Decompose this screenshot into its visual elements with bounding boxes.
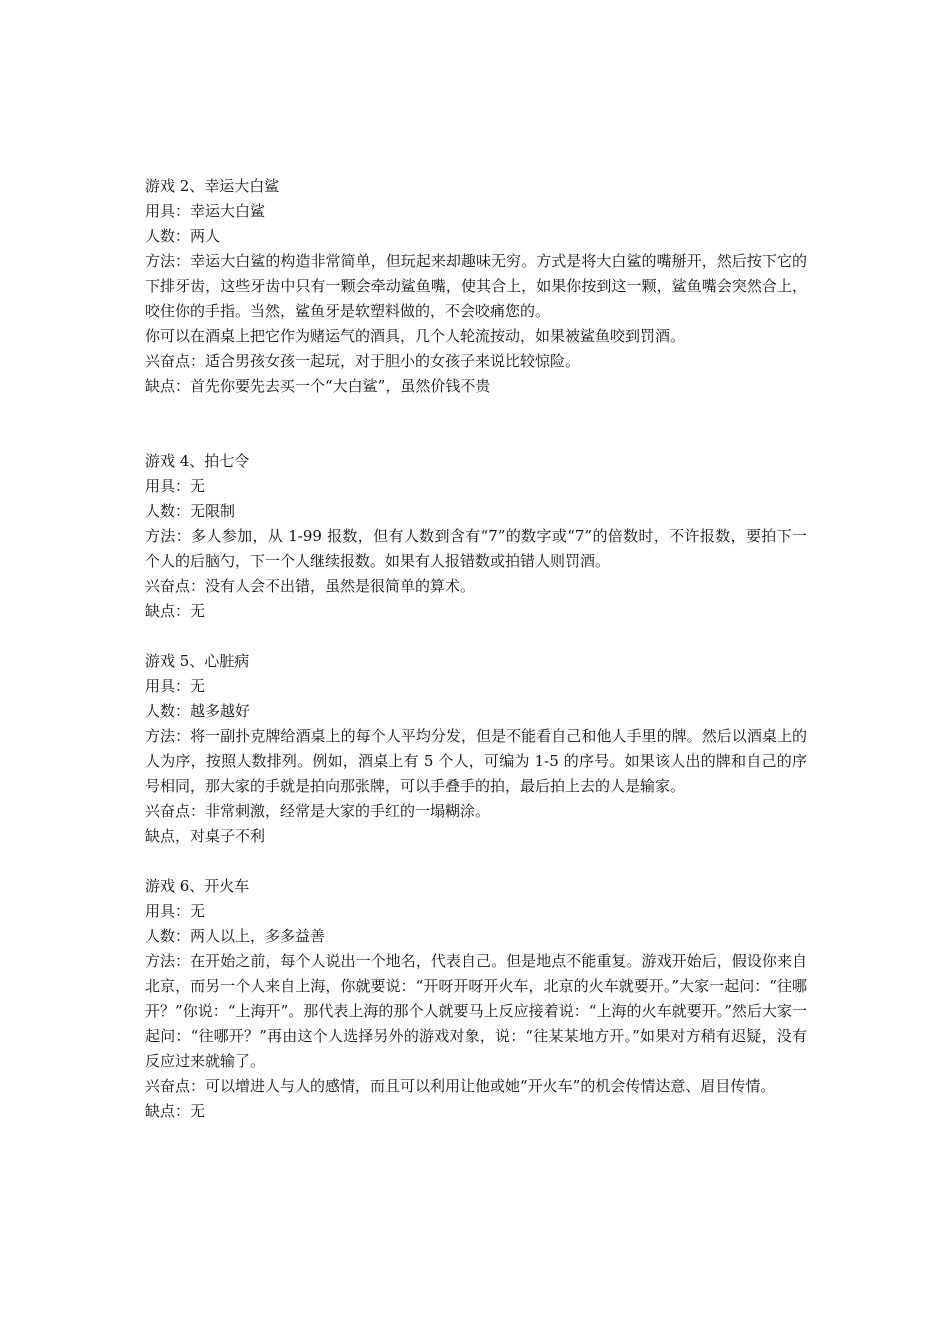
game-method: 方法：幸运大白鲨的构造非常简单，但玩起来却趣味无穷。方式是将大白鲨的嘴掰开，然后按下它的下排牙齿，这些牙齿中只有一颗会牵动鲨鱼嘴，使其合上，如果你按到这一颗，鲨鱼嘴会突然合上，咬住你的手指。当然，鲨鱼牙是软塑料做的，不会咬痛您的。	[145, 252, 807, 320]
game-excitement: 兴奋点：适合男孩女孩一起玩，对于胆小的女孩子来说比较惊险。	[145, 352, 581, 370]
game-extra: 你可以在酒桌上把它作为赌运气的酒具，几个人轮流按动，如果被鲨鱼咬到罚酒。	[145, 327, 686, 345]
game-method: 方法：将一副扑克牌给酒桌上的每个人平均分发，但是不能看自己和他人手里的牌。然后以酒桌上的人为序，按照人数排列。例如，酒桌上有 5 个人，可编为 1-5 的序号。如果该人出的牌和自己的序号相同，那大家的手就是拍向那张牌，可以手叠手的拍，最后拍上去的人是输家。	[145, 727, 807, 795]
game-section-6	[145, 874, 807, 1124]
game-excitement: 兴奋点：可以增进人与人的感情，而且可以利用让他或她“开火车”的机会传情达意、眉目传情。	[145, 1077, 776, 1095]
section-spacer	[145, 849, 807, 874]
game-title: 游戏 4、拍七令	[145, 452, 250, 470]
game-people: 人数：无限制	[145, 502, 236, 520]
game-excitement: 兴奋点：非常刺激，经常是大家的手红的一塌糊涂。	[145, 802, 491, 820]
section-spacer	[145, 624, 807, 649]
game-tools: 用具：无	[145, 477, 206, 495]
game-section-2	[145, 174, 807, 399]
section-spacer	[145, 399, 807, 449]
game-people: 人数：越多越好	[145, 702, 251, 720]
game-title: 游戏 6、开火车	[145, 877, 250, 895]
game-tools: 用具：幸运大白鲨	[145, 202, 266, 220]
game-title: 游戏 2、幸运大白鲨	[145, 177, 280, 195]
game-method: 方法：在开始之前，每个人说出一个地名，代表自己。但是地点不能重复。游戏开始后，假设你来自北京，而另一个人来自上海，你就要说：“开呀开呀开火车，北京的火车就要开。”大家一起问：“往哪开？”你说：“上海开”。那代表上海的那个人就要马上反应接着说：“上海的火车就要开。”然后大家一起问：“往哪开？”再由这个人选择另外的游戏对象，说：“往某某地方开。”如果对方稍有迟疑，没有反应过来就输了。	[145, 952, 807, 1070]
game-excitement: 兴奋点：没有人会不出错，虽然是很简单的算术。	[145, 577, 476, 595]
game-drawback: 缺点：无	[145, 602, 206, 620]
game-drawback: 缺点：首先你要先去买一个“大白鲨”，虽然价钱不贵	[145, 377, 491, 395]
game-tools: 用具：无	[145, 677, 206, 695]
game-drawback: 缺点，对桌子不利	[145, 827, 266, 845]
game-tools: 用具：无	[145, 902, 206, 920]
game-title: 游戏 5、心脏病	[145, 652, 250, 670]
document-body	[145, 174, 807, 1124]
game-drawback: 缺点：无	[145, 1102, 206, 1120]
game-section-5	[145, 649, 807, 849]
game-people: 人数：两人	[145, 227, 221, 245]
game-method: 方法：多人参加，从 1-99 报数，但有人数到含有“7”的数字或“7”的倍数时，不许报数，要拍下一个人的后脑勺，下一个人继续报数。如果有人报错数或拍错人则罚酒。	[145, 527, 807, 570]
game-people: 人数：两人以上，多多益善	[145, 927, 326, 945]
game-section-4	[145, 449, 807, 624]
